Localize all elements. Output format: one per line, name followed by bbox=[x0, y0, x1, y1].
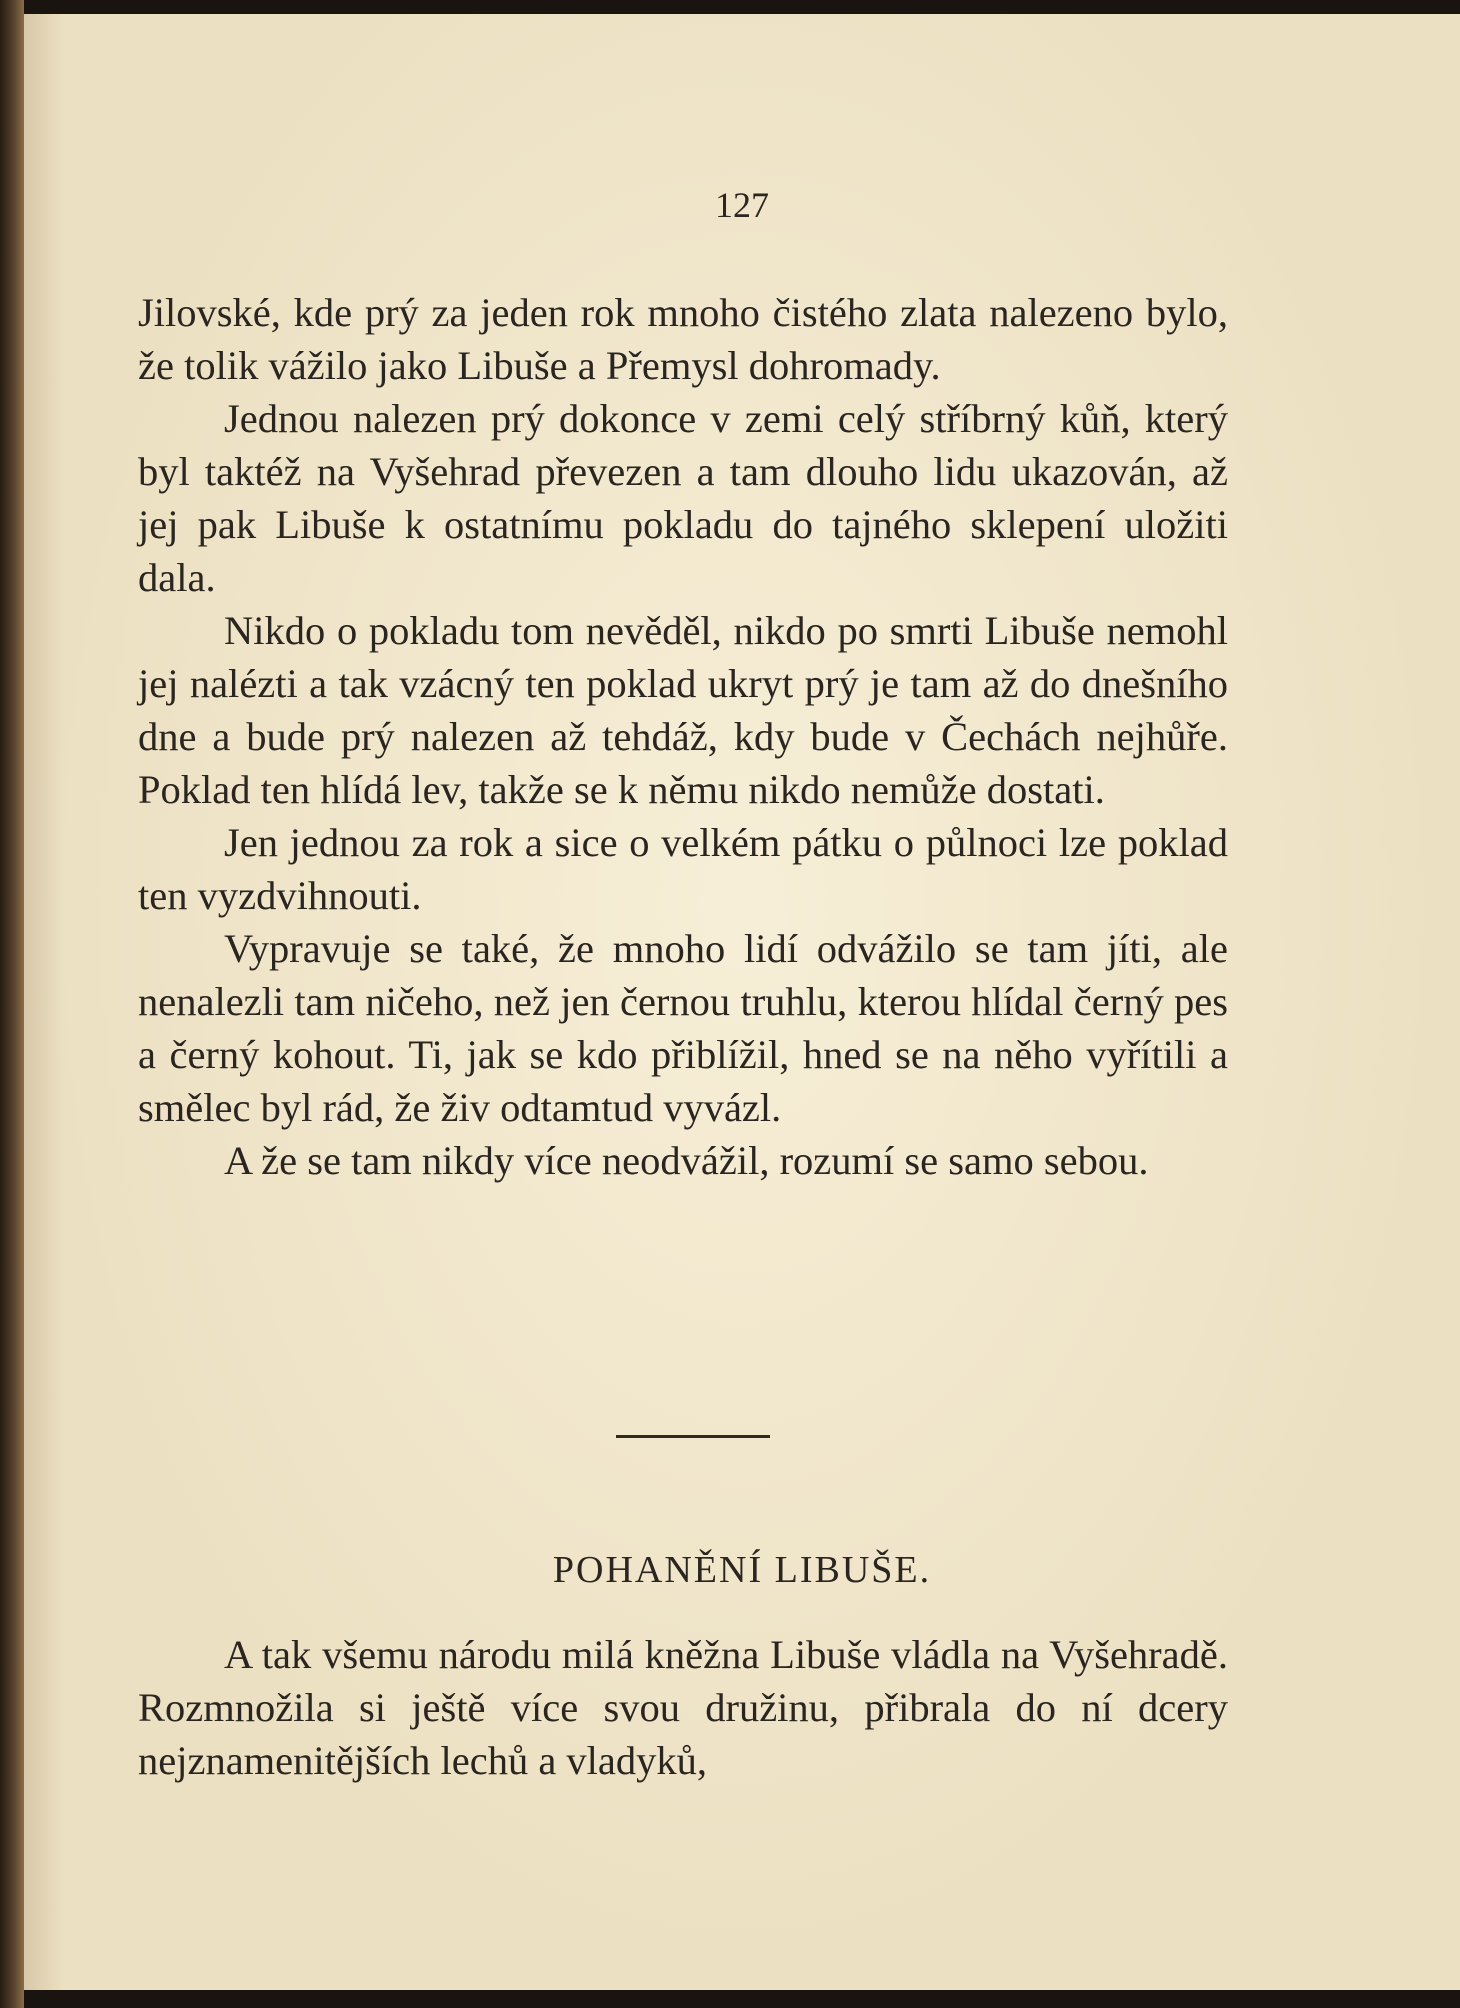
paragraph-1: Jilovské, kde prý za jeden rok mnoho čistého zlata nalezeno bylo, že tolik vážilo jako Libuše a Přemysl dohromady. bbox=[138, 290, 1228, 388]
paragraph-4: Jen jednou za rok a sice o velkém pátku o půlnoci lze poklad ten vyzdvihnouti. bbox=[138, 820, 1228, 918]
chapter-text bbox=[138, 1628, 1228, 1787]
chapter-heading: POHANĚNÍ LIBUŠE. bbox=[552, 1549, 932, 1591]
paragraph-5: Vypravuje se také, že mnoho lidí odvážilo se tam jíti, ale nenalezli tam ničeho, než jen černou truhlu, kterou hlídal černý pes a černý kohout. Ti, jak se kdo přiblížil, hned se na něho vyřítili a smělec byl rád, že živ odtamtud vyvázl. bbox=[138, 926, 1228, 1130]
chapter-paragraph-1: A tak všemu národu milá kněžna Libuše vládla na Vyšehradě. Rozmnožila si ještě více svou družinu, přibrala do ní dcery nejznamenitějších lechů a vladyků, bbox=[138, 1632, 1228, 1783]
paragraph-2: Jednou nalezen prý dokonce v zemi celý stříbrný kůň, který byl taktéž na Vyšehrad převezen a tam dlouho lidu ukazován, až jej pak Libuše k ostatnímu pokladu do tajného sklepení uložiti dala. bbox=[138, 396, 1228, 600]
section-divider bbox=[616, 1435, 770, 1438]
paragraph-6: A že se tam nikdy více neodvážil, rozumí se samo sebou. bbox=[224, 1138, 1149, 1183]
main-text bbox=[138, 286, 1228, 1187]
page-number: 127 bbox=[715, 185, 769, 225]
book-spine-shadow bbox=[0, 0, 24, 2008]
paragraph-3: Nikdo o pokladu tom nevěděl, nikdo po smrti Libuše nemohl jej nalézti a tak vzácný ten poklad ukryt prý je tam až do dnešního dne a bude prý nalezen až tehdáž, kdy bude v Čechách nejhůře. Poklad ten hlídá lev, takže se k němu nikdo nemůže dostati. bbox=[138, 608, 1228, 812]
book-page bbox=[24, 14, 1460, 1990]
